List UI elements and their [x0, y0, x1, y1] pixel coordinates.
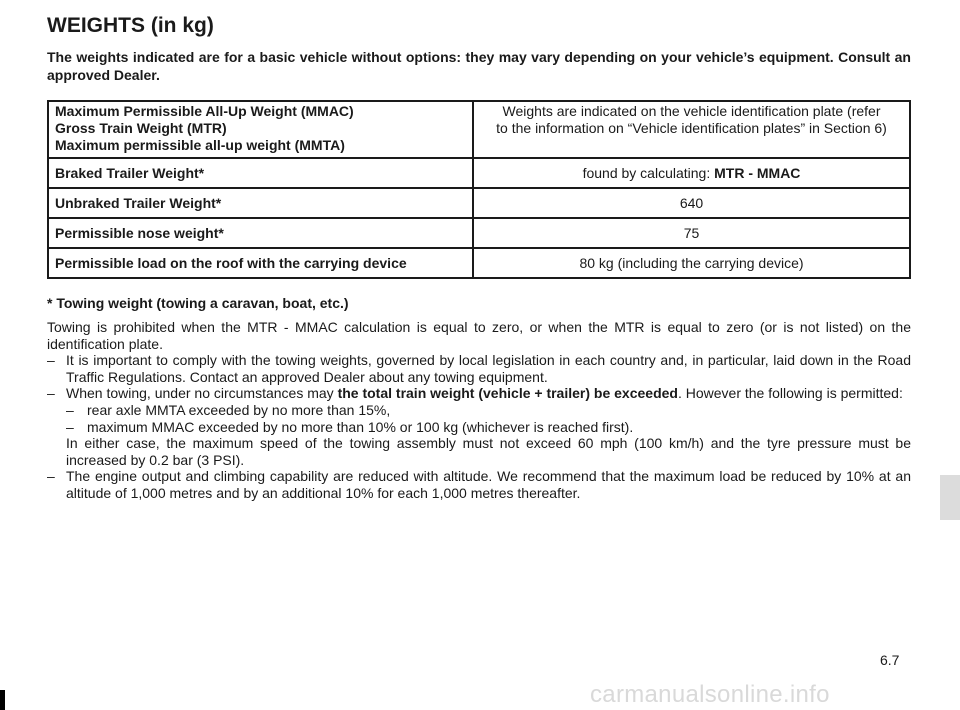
table-label-cell [48, 101, 473, 158]
list-item [47, 352, 911, 385]
table-value-cell: 640 [473, 188, 910, 218]
table-value-cell [473, 158, 910, 188]
value-line-1: Weights are indicated on the vehicle identification plate (refer [502, 103, 881, 119]
table-row [48, 218, 910, 248]
list-item-followup: In either case, the maximum speed of the towing assembly must not exceed 60 mph (100 km/h) and the tyre pressure must be increased by 0.2 bar (3 PSI). [66, 435, 911, 468]
value-line-2: to the information on “Vehicle identification plates” in Section 6) [496, 120, 887, 136]
towing-text [47, 319, 911, 502]
table-row [48, 158, 910, 188]
sub-list-item [66, 419, 911, 436]
value-prefix: found by calculating: [582, 164, 715, 181]
table-label-cell: Permissible nose weight* [48, 218, 473, 248]
sub-list-item [66, 402, 911, 419]
label-line-mmta: Maximum permissible all-up weight (MMTA) [55, 137, 345, 153]
dash-marker: – [66, 401, 74, 418]
list-item [47, 468, 911, 501]
table-row [48, 188, 910, 218]
dash-marker: – [47, 352, 55, 369]
list-item [47, 385, 911, 468]
towing-paragraph: Towing is prohibited when the MTR - MMAC calculation is equal to zero, or when the MTR is equal to zero (or is not listed) on the identification plate. [47, 319, 911, 352]
list-item-text: When towing, under no circumstances may [66, 385, 338, 402]
table-row [48, 248, 910, 278]
table-value-cell: 80 kg (including the carrying device) [473, 248, 910, 278]
intro-paragraph: The weights indicated are for a basic vehicle without options: they may vary depending on your vehicle’s equipment. Consult an approved Dealer. [47, 49, 911, 83]
list-item-emphasis: the total train weight (vehicle + trailer) be exceeded [337, 385, 678, 402]
value-formula: MTR - MMAC [714, 164, 801, 181]
sub-list-item-text: maximum MMAC exceeded by no more than 10% or 100 kg (whichever is reached first). [87, 418, 634, 435]
dash-marker: – [47, 385, 55, 402]
footnote-heading: * Towing weight (towing a caravan, boat, etc.) [47, 295, 349, 311]
corner-mark [0, 690, 5, 710]
dash-marker: – [47, 468, 55, 485]
list-item-text: . However the following is permitted: [677, 385, 903, 402]
section-tab [940, 475, 960, 520]
page-number: 6.7 [880, 652, 900, 668]
table-row [48, 101, 910, 158]
table-label-cell: Permissible load on the roof with the carrying device [48, 248, 473, 278]
table-label-cell: Braked Trailer Weight* [48, 158, 473, 188]
table-value-cell [473, 101, 910, 158]
table-label-cell: Unbraked Trailer Weight* [48, 188, 473, 218]
watermark: carmanualsonline.info [590, 681, 830, 708]
table-value-cell: 75 [473, 218, 910, 248]
list-item-text: It is important to comply with the towing weights, governed by local legislation in each country and, in particular, laid down in the Road Traffic Regulations. Contact an approved Dealer about any towing equipment. [66, 352, 911, 385]
dash-marker: – [66, 418, 74, 435]
label-line-mtr: Gross Train Weight (MTR) [55, 120, 227, 136]
label-line-mmac: Maximum Permissible All-Up Weight (MMAC) [55, 103, 354, 119]
sub-list-item-text: rear axle MMTA exceeded by no more than 15%, [87, 401, 391, 418]
list-item-text: The engine output and climbing capability are reduced with altitude. We recommend that the maximum load be reduced by 10% at an altitude of 1,000 metres and by an additional 10% for each 1,000 metres thereafter. [66, 468, 911, 501]
page-title: WEIGHTS (in kg) [47, 14, 214, 37]
weights-table [47, 100, 911, 279]
